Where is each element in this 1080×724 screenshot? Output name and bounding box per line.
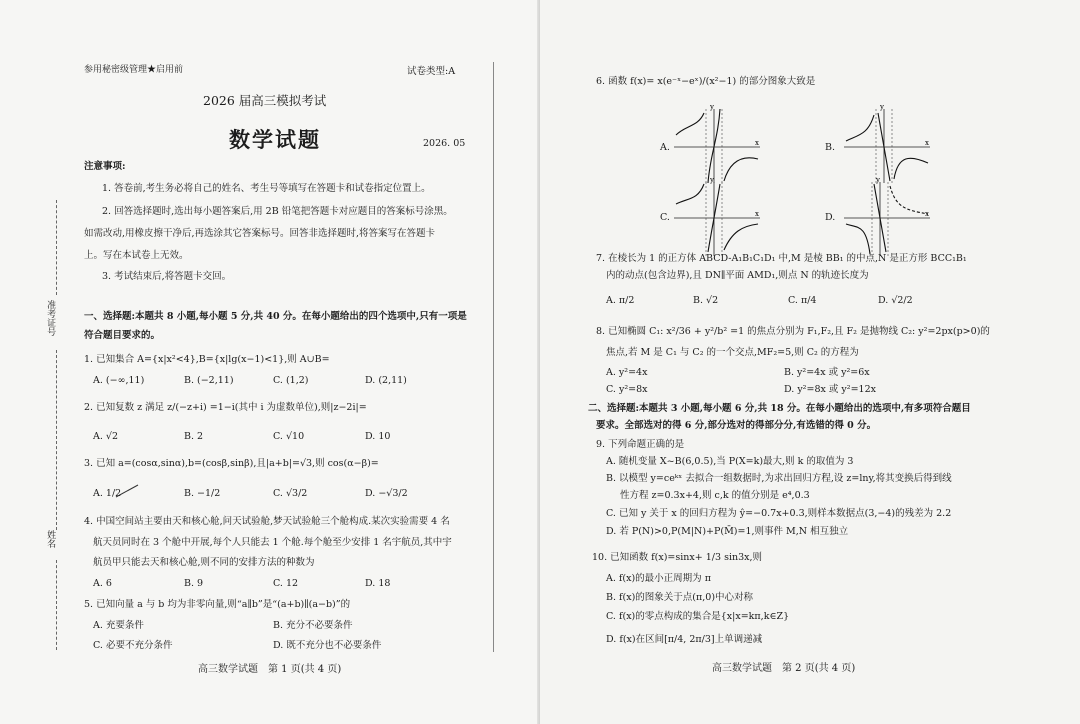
page-border-line	[493, 62, 494, 652]
option: D. 10	[365, 431, 391, 442]
svg-text:x: x	[755, 210, 759, 218]
option: C. π/4	[788, 295, 817, 306]
note-line: 1. 答卷前,考生务必将自己的姓名、考生号等填写在答题卡和试卷指定位置上。	[102, 183, 431, 194]
binding-line	[56, 350, 57, 530]
svg-text:y: y	[876, 178, 880, 184]
section-2-heading: 二、选择题:本题共 3 小题,每小题 6 分,共 18 分。在每小题给出的选项中,有多项符合题目	[588, 403, 971, 414]
confidentiality-note: 参用秘密级管理★启用前	[84, 65, 184, 75]
svg-text:x: x	[925, 139, 929, 147]
option: A. (−∞,11)	[93, 375, 145, 386]
question-3-stem: 3. 已知 a=(cosα,sinα),b=(cosβ,sinβ),且|a+b|=√3,则 cos(α−β)=	[84, 458, 379, 469]
section-1-heading: 符合题目要求的。	[84, 330, 161, 341]
option: A. 6	[93, 578, 112, 589]
svg-text:y: y	[710, 178, 714, 184]
function-graph-b	[840, 105, 932, 185]
option: C. 12	[273, 578, 299, 589]
option: A. 充要条件	[93, 620, 144, 631]
svg-text:x: x	[755, 139, 759, 147]
question-8-stem: 8. 已知椭圆 C₁: x²/36 + y²/b² =1 的焦点分别为 F₁,F₂,且 F₂ 是抛物线 C₂: y²=2px(p>0)的	[596, 326, 990, 337]
option: A. y²=4x	[606, 367, 648, 378]
binding-line	[56, 560, 57, 650]
option: D. 既不充分也不必要条件	[273, 640, 382, 651]
note-line: 上。写在本试卷上无效。	[84, 250, 189, 261]
question-4-stem: 4. 中国空间站主要由天和核心舱,问天试验舱,梦天试验舱三个舱构成.某次实验需要 4 名	[84, 516, 450, 527]
option: B. √2	[693, 295, 719, 306]
option: B. y²=4x 或 y²=6x	[784, 367, 870, 378]
option: B. 以模型 y=ceᵏˣ 去拟合一组数据时,为求出回归方程,设 z=lny,将其变换后得到线	[606, 473, 952, 484]
note-line: 如需改动,用橡皮擦干净后,再选涂其它答案标号。回答非选择题时,将答案写在答题卡	[84, 228, 436, 239]
option: D. −√3/2	[365, 488, 408, 499]
page-footer: 高三数学试题 第 2 页(共 4 页)	[712, 663, 856, 674]
question-2-stem: 2. 已知复数 z 满足 z/(−z+i) =1−i(其中 i 为虚数单位),则|z−2i|=	[84, 402, 367, 413]
option: D. 18	[365, 578, 391, 589]
question-1-stem: 1. 已知集合 A={x|x²<4},B={x|lg(x−1)<1},则 A∪B=	[84, 354, 330, 365]
graph-label-d: D.	[825, 212, 836, 223]
name-label: 姓名	[45, 530, 56, 548]
svg-text:x: x	[925, 210, 929, 218]
question-5-stem: 5. 已知向量 a 与 b 均为非零向量,则“a∥b”是“(a+b)∥(a−b)”的	[84, 599, 351, 610]
option: C. y²=8x	[606, 384, 648, 395]
option: A. π/2	[606, 295, 635, 306]
graph-label-b: B.	[825, 142, 836, 153]
note-line: 2. 回答选择题时,选出每小题答案后,用 2B 铅笔把答题卡对应题目的答案标号涂黑。	[102, 206, 453, 217]
subject-title: 数学试题	[229, 127, 321, 152]
exam-date: 2026. 05	[423, 138, 466, 149]
option: D. √2/2	[878, 295, 913, 306]
option: B. 2	[184, 431, 204, 442]
question-4-stem: 航天员同时在 3 个舱中开展,每个人只能去 1 个舱.每个舱至少安排 1 名宇航员,其中宇	[93, 537, 452, 548]
question-7-stem: 7. 在棱长为 1 的正方体 ABCD-A₁B₁C₁D₁ 中,M 是棱 BB₁ 的中点,N 是正方形 BCC₁B₁	[596, 253, 967, 264]
graph-label-c: C.	[660, 212, 670, 223]
function-graph-c	[670, 178, 762, 258]
option: C. (1,2)	[273, 375, 309, 386]
option: B. 9	[184, 578, 204, 589]
option: B. −1/2	[184, 488, 221, 499]
option: C. 已知 y 关于 x 的回归方程为 ŷ=−0.7x+0.3,则样本数据点(3,−4)的残差为 2.2	[606, 508, 952, 519]
option: C. √3/2	[273, 488, 308, 499]
option: B. 充分不必要条件	[273, 620, 353, 631]
option: C. f(x)的零点构成的集合是{x|x=kπ,k∈Z}	[606, 611, 790, 622]
exam-page-2	[540, 0, 1080, 724]
question-9-stem: 9. 下列命题正确的是	[596, 439, 685, 450]
question-4-stem: 航员甲只能去天和核心舱,则不同的安排方法的种数为	[93, 557, 315, 568]
option: A. 随机变量 X~B(6,0.5),当 P(X=k)最大,则 k 的取值为 3	[606, 456, 854, 467]
section-1-heading: 一、选择题:本题共 8 小题,每小题 5 分,共 40 分。在每小题给出的四个选项中,只有一项是	[84, 311, 467, 322]
notes-heading: 注意事项:	[84, 161, 126, 172]
question-7-stem: 内的动点(包含边界),且 DN∥平面 AMD₁,则点 N 的轨迹长度为	[606, 270, 869, 281]
option: A. 1/2	[93, 488, 122, 499]
option: D. y²=8x 或 y²=12x	[784, 384, 876, 395]
option: D. (2,11)	[365, 375, 407, 386]
option: C. √10	[273, 431, 305, 442]
option: A. √2	[93, 431, 118, 442]
option: A. f(x)的最小正周期为 π	[606, 573, 711, 584]
pen-stroke-mark	[114, 482, 140, 500]
question-6-stem: 6. 函数 f(x)= x(e⁻ˣ−eˣ)/(x²−1) 的部分图象大致是	[596, 76, 816, 87]
option: D. 若 P(N)>0,P(M|N)+P(M̄)=1,则事件 M,N 相互独立	[606, 526, 849, 537]
svg-text:y: y	[880, 105, 884, 111]
section-2-heading: 要求。全部选对的得 6 分,部分选对的得部分分,有选错的得 0 分。	[596, 420, 877, 431]
question-10-stem: 10. 已知函数 f(x)=sinx+ 1/3 sin3x,则	[592, 552, 763, 563]
binding-line	[56, 200, 57, 295]
option: 性方程 z=0.3x+4,则 c,k 的值分别是 e⁴,0.3	[620, 490, 810, 501]
svg-text:y: y	[710, 105, 714, 111]
option: C. 必要不充分条件	[93, 640, 173, 651]
option: B. (−2,11)	[184, 375, 234, 386]
paper-type: 试卷类型:A	[407, 66, 456, 77]
page-footer: 高三数学试题 第 1 页(共 4 页)	[198, 664, 342, 675]
function-graph-d	[840, 178, 932, 258]
option: D. f(x)在区间[π/4, 2π/3]上单调递减	[606, 634, 763, 645]
exam-title: 2026 届高三模拟考试	[203, 93, 327, 108]
candidate-number-label: 准考证号	[45, 300, 56, 336]
note-line: 3. 考试结束后,将答题卡交回。	[102, 271, 232, 282]
question-8-stem: 焦点,若 M 是 C₁ 与 C₂ 的一个交点,MF₂=5,则 C₂ 的方程为	[606, 347, 859, 358]
graph-label-a: A.	[660, 142, 670, 153]
function-graph-a	[670, 105, 762, 185]
option: B. f(x)的图象关于点(π,0)中心对称	[606, 592, 754, 603]
